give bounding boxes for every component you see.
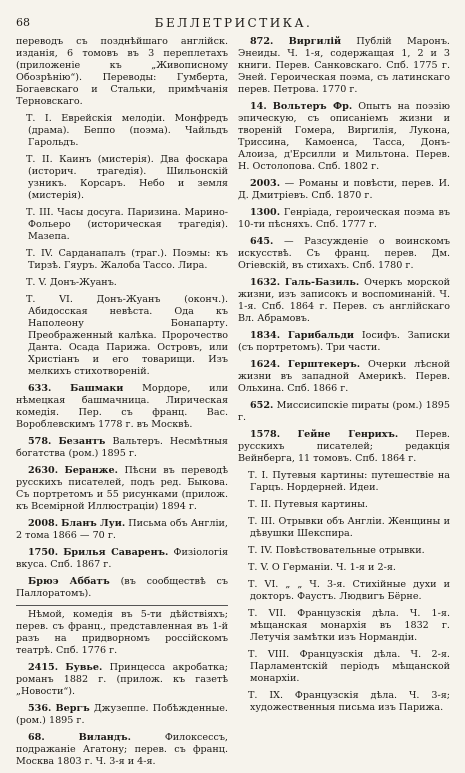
entry-text: Іосифъ. Записки (съ портретомъ). Три части. <box>238 330 450 353</box>
catalog-entry <box>16 703 228 727</box>
catalog-entry <box>16 436 228 460</box>
entry-author: Гейне Генрихъ. <box>297 429 399 440</box>
entry-text: Джузеппе. Побѣжденные. (ром.) 1895 г. <box>16 703 228 726</box>
volume-entry: Т. II. Каинъ (мистерія). Два фоскара (историч. трагедія). Шильонскій узникъ. Корсаръ. Небо и земля (мистерія). <box>26 154 228 201</box>
volume-entry: Т. V. Донъ-Жуанъ. <box>26 277 117 288</box>
entry-author: Бувье. <box>65 662 103 673</box>
divider <box>16 605 228 606</box>
entry-text: Перев. русскихъ писателей; редакція Вейнберга, 11 томовъ. Спб. 1864 г. <box>238 429 450 464</box>
catalog-entry <box>238 400 450 424</box>
entry-number: 536. <box>28 703 52 714</box>
entry-number: 1834. <box>250 330 281 341</box>
catalog-entry <box>238 178 450 202</box>
entry-text: — Разсужденіе о воинскомъ искусствѣ. Съ франц. перев. Дм. Огіевскій, въ стихахъ. Спб. 1780 г. <box>238 236 450 271</box>
catalog-entry <box>238 277 450 325</box>
entry-author: Безантъ <box>58 436 106 447</box>
entry-number: 1300. <box>250 207 281 218</box>
volume-entry: Т. VI. Донъ-Жуанъ (оконч.). Абидосская невѣста. Ода къ Наполеону Бонапарту. Преображенный калѣка. Пророчество Данта. Осада Парижа. Островъ, или Христіанъ и его товарищи. Изъ мелкихъ стихотвореній. <box>26 294 228 377</box>
entry-author: Брюэ Аббатъ <box>28 576 110 587</box>
entry-author: Бланъ Луи. <box>61 518 126 529</box>
volume-entry: Т. III. Отрывки объ Англіи. Женщины и дѣвушки Шекспира. <box>248 516 450 539</box>
entry-text: Пѣсни въ переводѣ русскихъ писателей, подъ ред. Быкова. Съ портретомъ и 55 рисунками (прилож. къ Всемірной Иллюстраціи) 1894 г. <box>16 465 228 512</box>
entry-author: Галь-Базиль. <box>284 277 360 288</box>
entry-author: Виландъ. <box>78 732 131 743</box>
catalog-entry <box>238 429 450 465</box>
entry-text: Генріада, героическая поэма въ 10-ти пѣсняхъ. Спб. 1777 г. <box>238 207 450 230</box>
entry-text: Принцесса акробатка; романъ 1882 г. (прилож. къ газетѣ „Новости“). <box>16 662 228 697</box>
entry-text: Опытъ на поэзію эпическую, съ описаніемъ жизни и твореній Гомера, Виргилія, Лукона, Триссина, Камоенса, Тасса, Донъ-Алоиза, д'Ерсилли и Мильтона. Перев. Н. Остолопова. Спб. 1802 г. <box>238 101 450 172</box>
entry-number: 2630. <box>28 465 59 476</box>
volume-entry: Т. II. Путевыя картины. <box>248 499 368 510</box>
entry-text: Миссисипскіе пираты (ром.) 1895 г. <box>238 400 450 423</box>
entry-author: Беранже. <box>64 465 118 476</box>
entry-text: Очеркъ морской жизни, изъ записокъ и воспоминаній. Ч. 1-я. Спб. 1864 г. Перев. съ англійскаго Вл. Абрамовъ. <box>238 277 450 324</box>
entry-text: Публій Маронъ. Энеиды. Ч. 1-я, содержащая 1, 2 и 3 книги. Перев. Санковскаго. Спб. 1775 г. Эней. Героическая поэма, съ латинскаго перев. Петрова. 1770 г. <box>238 36 450 95</box>
two-columns <box>16 36 451 773</box>
volume-entry: Т. I. Путевыя картины: путешествіе на Гарцъ. Нордерней. Идеи. <box>248 470 450 493</box>
volume-entry: Т. IV. Сарданапалъ (траг.). Поэмы: къ Тирзѣ. Гяуръ. Жалоба Тассо. Лира. <box>26 248 228 271</box>
entry-text: — Романы и повѣсти, перев. И. Д. Дмитріевъ. Спб. 1870 г. <box>238 178 450 201</box>
entry-text: Вальтеръ. Несмѣтныя богатства (ром.) 1895 г. <box>16 436 228 459</box>
catalog-entry <box>16 518 228 542</box>
catalog-entry <box>238 236 450 272</box>
entry-number: 2415. <box>28 662 59 673</box>
entry-text: Письма объ Англіи, 2 тома 1866 — 70 г. <box>16 518 228 541</box>
entry-text: Филоксессъ, подражаніе Агатону; перев. съ франц. Москва 1803 г. Ч. 3-я и 4-я. <box>16 732 228 767</box>
paragraph: Нѣмой, комедія въ 5-ти дѣйствіяхъ; перев. съ франц., представленная въ 1-й разъ на придворномъ россійскомъ театрѣ. Спб. 1776 г. <box>16 609 228 656</box>
catalog-entry <box>16 383 228 431</box>
entry-number: 652. <box>250 400 274 411</box>
volume-entry: Т. V. О Германіи. Ч. 1-я и 2-я. <box>248 562 396 573</box>
right-column <box>238 36 450 773</box>
entry-text: (въ сообществѣ съ Паллоратомъ). <box>16 576 228 599</box>
catalog-entry <box>238 36 450 96</box>
entry-author: Брилья Саваренъ. <box>63 547 169 558</box>
page-number: 68 <box>16 16 30 29</box>
entry-number: 633. <box>28 383 52 394</box>
volume-entry: Т. IV. Повѣствовательные отрывки. <box>248 545 425 556</box>
catalog-entry <box>238 101 450 173</box>
volume-entry: Т. I. Еврейскія мелодіи. Монфредъ (драма). Беппо (поэма). Чайльдъ Гарольдъ. <box>26 113 228 148</box>
volume-entry: Т. VII. Французскія дѣла. Ч. 1-я. мѣщанская монархія въ 1832 г. Летучія замѣтки изъ Нормандіи. <box>248 608 450 643</box>
entry-author: Вергъ <box>55 703 90 714</box>
page-header <box>16 14 451 34</box>
catalog-entry <box>16 465 228 513</box>
entry-number: 578. <box>28 436 52 447</box>
entry-number: 1632. <box>250 277 281 288</box>
entry-author: Герштекеръ. <box>287 359 361 370</box>
volume-entry: Т. VIII. Французскія дѣла. Ч. 2-я. Парламентскій періодъ мѣщанской монархіи. <box>248 649 450 684</box>
catalog-entry <box>238 330 450 354</box>
entry-number: 1624. <box>250 359 281 370</box>
catalog-entry <box>16 576 228 600</box>
catalog-entry <box>238 359 450 395</box>
entry-author: Башмаки <box>70 383 124 394</box>
running-title: БЕЛЛЕТРИСТИКА. <box>154 16 313 30</box>
catalog-entry <box>16 547 228 571</box>
paragraph: переводъ съ позднѣйшаго англійск. изданія, 6 томовъ въ 3 переплетахъ (приложеніе къ „Живописному Обозрѣнію“). Переводы: Гумберта, Богаевскаго и Стальки, примѣчанія Терновскаго. <box>16 36 228 107</box>
entry-number: 872. <box>250 36 274 47</box>
entry-number: 68. <box>28 732 45 743</box>
catalog-entry <box>16 732 228 768</box>
catalog-entry <box>16 662 228 698</box>
entry-text: Мордоре, или нѣмецкая башмачница. Лирическая комедія. Пер. съ франц. Вас. Вороблевскимъ 1778 г. въ Москвѣ. <box>16 383 228 430</box>
entry-text: Физіологія вкуса. Спб. 1867 г. <box>16 547 228 570</box>
entry-number: 14. <box>250 101 267 112</box>
entry-number: 1578. <box>250 429 281 440</box>
entry-number: 2008. <box>28 518 59 529</box>
volume-entry: Т. IX. Французскія дѣла. Ч. 3-я; художественныя письма изъ Парижа. <box>248 690 450 713</box>
left-column <box>16 36 228 773</box>
volume-entry: Т. VI. „ „ Ч. 3-я. Стихійные духи и докторъ. Фаустъ. Людвигъ Бёрне. <box>248 579 450 602</box>
entry-author: Вольтеръ Фр. <box>272 101 353 112</box>
entry-number: 2003. <box>250 178 281 189</box>
entry-number: 645. <box>250 236 274 247</box>
entry-author: Виргилій <box>288 36 342 47</box>
volume-entry: Т. III. Часы досуга. Паризина. Марино-Фольеро (историческая трагедія). Мазепа. <box>26 207 228 242</box>
entry-number: 1750. <box>28 547 59 558</box>
entry-author: Гарибальди <box>287 330 354 341</box>
catalog-entry <box>238 207 450 231</box>
entry-text: Очерки лѣсной жизни въ западной Америкѣ. Перев. Ольхина. Спб. 1866 г. <box>238 359 450 394</box>
